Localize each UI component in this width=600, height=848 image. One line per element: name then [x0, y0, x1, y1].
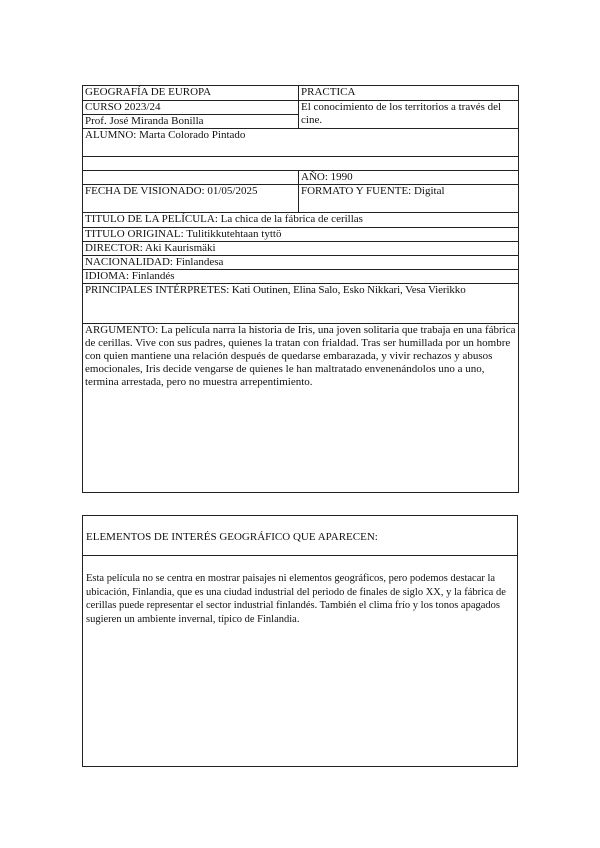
- topic-cell: El conocimiento de los territorios a través del cine.: [299, 101, 519, 129]
- original-title-cell: TITULO ORIGINAL: Tulitikkutehtaan tyttö: [83, 228, 519, 242]
- professor-cell: Prof. José Miranda Bonilla: [83, 115, 299, 129]
- student-cell: ALUMNO: Marta Colorado Pintado: [83, 129, 519, 157]
- practice-type-cell: PRACTICA: [299, 86, 519, 101]
- empty-row: [83, 157, 519, 171]
- geographic-elements-box: [82, 515, 518, 767]
- language-cell: IDIOMA: Finlandés: [83, 270, 519, 284]
- course-cell: CURSO 2023/24: [83, 101, 299, 115]
- plot-cell: ARGUMENTO: La película narra la historia de Iris, una joven solitaria que trabaja en una fábrica de cerillas. Vive con sus padres, quienes la tratan con frialdad. Tras ser humillada por un hombre con quien mantiene una relación después de quedarse embarazada, y vivir rechazos y abusos emocionales, Iris decide vengarse de quienes le han maltratado envenenándolos uno a uno, termina arrestada, pero no muestra arrepentimiento.: [83, 324, 519, 493]
- viewing-date-cell: FECHA DE VISIONADO: 01/05/2025: [83, 185, 299, 213]
- year-cell: AÑO: 1990: [299, 171, 519, 185]
- geographic-elements-text: Esta película no se centra en mostrar paisajes ni elementos geográficos, pero podemos destacar la ubicación, Finlandia, que es una ciudad industrial del periodo de finales de siglo XX, y la fábrica de cerillas puede representar el sector industrial finlandés. También el clima frío y los tonos apagados sugieren un ambiente invernal, típico de Finlandia.: [86, 573, 506, 625]
- year-empty-cell: [83, 171, 299, 185]
- director-cell: DIRECTOR: Aki Kaurismäki: [83, 242, 519, 256]
- title-cell: TITULO DE LA PELÍCULA: La chica de la fábrica de cerillas: [83, 213, 519, 228]
- subject-cell: GEOGRAFÍA DE EUROPA: [83, 86, 299, 101]
- format-cell: FORMATO Y FUENTE: Digital: [299, 185, 519, 213]
- cast-cell: PRINCIPALES INTÉRPRETES: Kati Outinen, Elina Salo, Esko Nikkari, Vesa Vierikko: [83, 284, 519, 324]
- geographic-elements-heading: ELEMENTOS DE INTERÉS GEOGRÁFICO QUE APARECEN:: [83, 516, 517, 556]
- film-record-table: [82, 85, 519, 493]
- nationality-cell: NACIONALIDAD: Finlandesa: [83, 256, 519, 270]
